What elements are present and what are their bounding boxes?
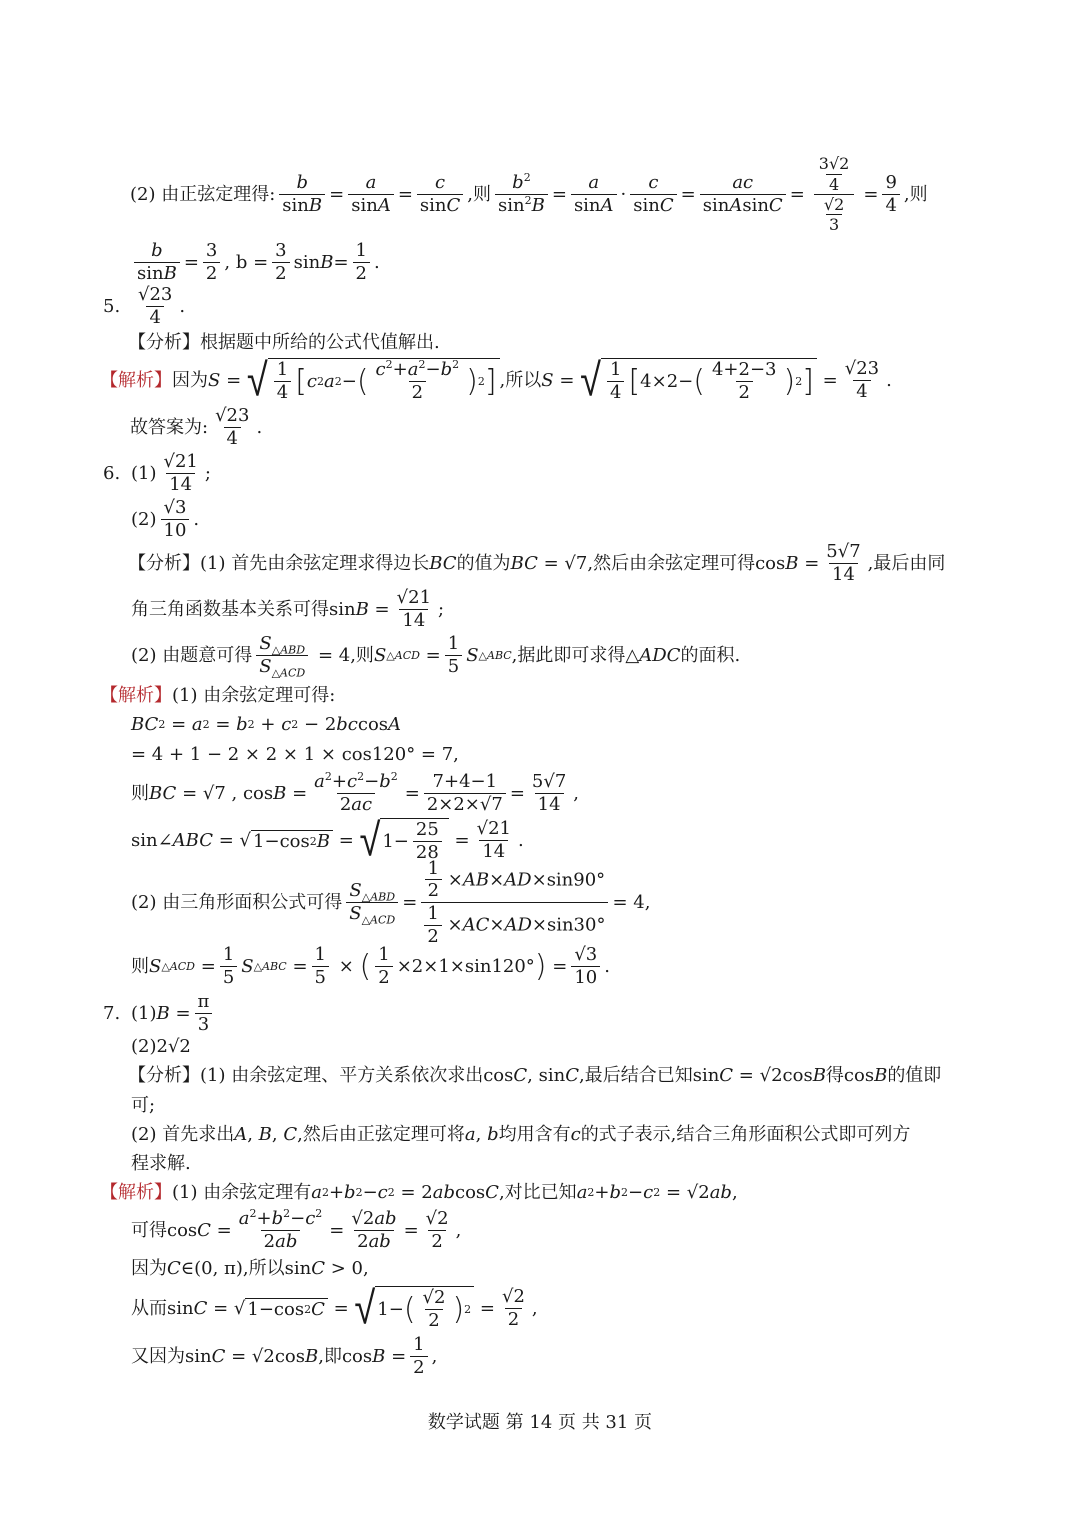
- q7-analysis-1b: ,最后结合已知: [578, 1064, 693, 1086]
- q6-analysis-1d: ,最后由同: [867, 552, 946, 574]
- q6-sol-eq-5: (2) 由三角形面积公式可得 $S_{\triangle ABD}$ $S_{\triangle ACD}$ = $\frac{1}{2}$ ×AB×AD×sin90° $\frac{1}{2}$ ×AC×AD×sin30° = 4,: [131, 857, 651, 947]
- q7-sol-eq-5: 又因为 sin C = √2cos B ,即 cos B = 1 2 ,: [131, 1334, 438, 1378]
- q5-solution-prefix: 因为: [172, 369, 208, 391]
- formula: $\frac{1}{2}$ ×AB×AD×sin90° $\frac{1}{2}$ ×AC×AD×sin30°: [421, 859, 608, 948]
- formula: √21 14: [476, 818, 511, 862]
- formula: $\frac{3√2}{4}$ $\frac{√2}{3}$: [809, 155, 860, 235]
- analysis-label: 【分析】: [128, 1064, 200, 1086]
- analysis-label: 【分析】: [128, 552, 200, 574]
- formula: 9 4: [882, 173, 899, 216]
- q6-answer-2: (2) √3 10 .: [131, 497, 200, 541]
- q7-solution-1: 【解析】 (1) 由余弦定理有 a 2 + b 2 − c 2 = 2 ab cos C ,对比已知 a 2 + b 2 − c 2 = √2 ab ,: [100, 1181, 738, 1203]
- q7-sol-2: 可得: [131, 1219, 167, 1241]
- q6-sol-eq-4: sin∠ ABC = √ 1−cos 2 B = √ 1− 25 28 = √21 14 .: [131, 813, 524, 867]
- q7-analysis-3a: (2) 首先求出: [131, 1123, 235, 1145]
- q5-analysis: [128, 330, 440, 356]
- formula: c sinC: [417, 173, 463, 216]
- q4-line-1: (2) 由正弦定理得: b sinB = a sinA = c sinC ,则 $b^2$ $\sin^2B$ = a sinA · c sinC = ac sinAsinC = $\frac{3√2}{4}$ $\frac{√2}{3}$ = 9 4 ,则: [130, 154, 928, 235]
- q7-sol-eq-4: 从而 sin C = √ 1−cos 2 C = √ 1− ( √2 2 ) 2 = √2 2 ,: [131, 1281, 538, 1335]
- q6-a2-label: (2): [131, 508, 157, 530]
- q6-number: 6.: [103, 462, 121, 484]
- q5-so: ,所以: [499, 369, 542, 391]
- formula: √21 14: [163, 451, 198, 495]
- formula: a sinA: [348, 173, 394, 216]
- formula: $S_{\triangle ABD}$ $S_{\triangle ACD}$: [256, 634, 308, 677]
- formula: √ 1 4 [ 4×2− ( 4+2−3 2 ) 2 ]: [580, 358, 817, 403]
- q4-p2-prefix: (2) 由正弦定理得:: [130, 183, 276, 205]
- q7-sol-1a: (1) 由余弦定理有: [172, 1181, 312, 1203]
- q6-sol-1: (1) 由余弦定理可得:: [172, 684, 336, 706]
- q6-sol-then2: 则: [131, 955, 149, 977]
- q7-sol-1b: ,对比已知: [498, 1181, 577, 1203]
- formula: √ 1 4 [ c 2 a 2 − ( $c^2+a^2-b^2$ 2 ) 2 ]: [247, 358, 500, 403]
- q7-analysis-1: 【分析】 (1) 由余弦定理、平方关系依次求出 cos C , sin C ,最后结合已知 sin C = √2cos B 得 cos B 的值即: [128, 1064, 942, 1086]
- q6-sol-2: (2) 由三角形面积公式可得: [131, 891, 343, 913]
- q6-analysis-3: (2) 由题意可得 $S_{\triangle ABD}$ $S_{\triangle ACD}$ = 4 ,则 S △ACD = 1 5 S △ABC ,据此即可求得 △ ADC 的面积.: [131, 633, 741, 680]
- q7-analysis-1d: 的值即: [887, 1064, 942, 1086]
- q7-sol-3a: 因为: [131, 1257, 167, 1279]
- q7-analysis-2: [131, 1093, 155, 1119]
- formula: c sinC: [630, 173, 676, 216]
- q6-analysis-3d: 的面积.: [680, 644, 741, 666]
- q6-sol-eq-3: 则 BC = √7 , cos B = $a^2+c^2-b^2$ 2ac = 7+4−1 2×2×√7 = 5√7 14 ,: [131, 770, 580, 815]
- q7-analysis-3d: 的式子表示,结合三角形面积公式即可列方: [580, 1123, 911, 1145]
- q5-final-prefix: 故答案为:: [130, 416, 209, 438]
- q5-analysis-text: 根据题中所给的公式代值解出.: [200, 331, 440, 353]
- formula: $b^2$ $\sin^2B$: [495, 173, 548, 216]
- q6-solution-1: [100, 683, 335, 709]
- formula: 1 2: [353, 241, 370, 284]
- page-footer: 数学试题 第 14 页 共 31 页: [427, 1412, 653, 1433]
- formula: √2ab 2ab: [351, 1208, 397, 1252]
- formula: $\frac{3}{2}$: [272, 241, 289, 284]
- q7-analysis-1a: (1) 由余弦定理、平方关系依次求出: [200, 1064, 484, 1086]
- q6-a1-label: (1): [131, 462, 157, 484]
- formula: 1 5: [312, 945, 329, 988]
- solution-label: 【解析】: [100, 1181, 172, 1203]
- q6-analysis-1: 【分析】 (1) 首先由余弦定理求得边长 BC 的值为 BC = √7 ,然后由余弦定理可得 cos B = 5√7 14 ,最后由同: [128, 541, 946, 585]
- formula: $a^2+b^2-c^2$ 2ab: [238, 1207, 323, 1252]
- formula: 3 2: [203, 241, 220, 284]
- q7-analysis-2: 可;: [131, 1094, 156, 1116]
- q7-answer-1: 7. (1) B = π 3: [103, 992, 216, 1036]
- q5-final: 故答案为: √23 4 .: [130, 405, 263, 449]
- formula: 7+4−1 2×2×√7: [424, 772, 506, 815]
- q7-analysis-3c: 均用含有: [498, 1123, 571, 1145]
- q6-analysis-3a: (2) 由题意可得: [131, 644, 253, 666]
- formula: 1 5: [220, 945, 237, 988]
- formula: 1 2: [410, 1335, 427, 1378]
- q6-analysis-2: 角三角函数基本关系可得 sin B = √21 14 ;: [131, 587, 445, 631]
- q6-sol-eq-6: 则 S △ACD = 1 5 S △ABC = 1 5 × ( 1 2 ×2×1×sin120° ) = √3 10 .: [131, 944, 610, 988]
- q7-sol-3b: ,所以: [242, 1257, 285, 1279]
- q6-answer-1: 6. (1) √21 14 ;: [103, 451, 211, 495]
- formula: √23 4: [844, 358, 880, 402]
- q7-answer-2: (2) 2√2: [131, 1035, 191, 1057]
- q7-a2-label: (2): [131, 1035, 157, 1057]
- q7-analysis-4: 程求解.: [131, 1152, 191, 1174]
- analysis-label: 【分析】: [128, 331, 200, 353]
- q4-then: ,则: [467, 183, 492, 205]
- q7-sol-5a: 又因为: [131, 1345, 185, 1367]
- q7-sol-eq-2: 可得 cos C = $a^2+b^2-c^2$ 2ab = √2ab 2ab = √2 2 ,: [131, 1207, 462, 1252]
- q7-analysis-3: (2) 首先求出 A , B , C ,然后由正弦定理可将 a , b 均用含有 c 的式子表示,结合三角形面积公式即可列方: [131, 1123, 911, 1145]
- q7-analysis-3b: ,然后由正弦定理可将: [297, 1123, 465, 1145]
- formula: √3 10: [161, 498, 190, 541]
- q5-answer: √23 4: [138, 284, 173, 328]
- q4-b-conclusion: , b =: [224, 251, 269, 273]
- q6-analysis-1c: ,然后由余弦定理可得: [587, 552, 756, 574]
- formula: b sinB: [279, 173, 325, 216]
- solution-label: 【解析】: [100, 684, 172, 706]
- q6-analysis-3c: ,据此即可求得: [511, 644, 626, 666]
- formula: 1 5: [445, 634, 462, 677]
- q7-sol-eq-3: 因为 C ∈(0, π) ,所以 sin C > 0,: [131, 1257, 369, 1279]
- formula: √23 4: [215, 405, 250, 449]
- formula: √3 10: [571, 945, 600, 988]
- formula: √2 2: [425, 1208, 449, 1252]
- solution-label: 【解析】: [100, 369, 172, 391]
- formula: π 3: [195, 992, 213, 1035]
- q5-solution: 【解析】 因为 S = √ 1 4 [ c 2 a 2 − ( $c^2+a^2-b^2$ 2 ) 2 ] ,所以 S = √ 1 4 [ 4×2− ( 4+2−3 2 ) 2 ] = √23 4 .: [100, 353, 892, 407]
- formula: $a^2+c^2-b^2$ 2ac: [314, 770, 398, 815]
- q4-then2: ,则: [903, 183, 928, 205]
- formula: ac sinAsinC: [700, 173, 786, 216]
- q7-a1-label: (1): [131, 1002, 157, 1024]
- q6-sol-eq-1: BC 2 = a 2 = b 2 + c 2 − 2 bc cos A: [131, 713, 402, 735]
- formula: √2 2: [501, 1286, 525, 1330]
- formula: 5√7 14: [531, 771, 567, 815]
- formula: b sinB: [134, 241, 180, 284]
- q7-number: 7.: [103, 1002, 121, 1024]
- q7-analysis-1c: 得: [825, 1064, 844, 1086]
- q7-analysis-4: [131, 1151, 191, 1177]
- q5-number: 5.: [103, 295, 121, 317]
- formula: 1 2: [375, 945, 392, 988]
- q6-analysis-1b: 的值为: [456, 552, 511, 574]
- q6-sol-then: 则: [131, 782, 149, 804]
- formula: 5√7 14: [826, 541, 861, 585]
- q6-analysis-1a: (1) 首先由余弦定理求得边长: [200, 552, 430, 574]
- formula: a sinA: [571, 173, 617, 216]
- q7-sol-4: 从而: [131, 1297, 167, 1319]
- formula: $S_{\triangle ABD}$ $S_{\triangle ACD}$: [346, 881, 398, 924]
- q5-answer-line: 5. √23 4 .: [103, 284, 186, 328]
- q6-sol-eq-2: = 4 + 1 − 2 × 2 × 1 × cos120° = 7,: [131, 743, 459, 765]
- q4-line-2: b sinB = 3 2 , b = $\frac{3}{2}$ sin B = 1 2 .: [130, 240, 380, 286]
- formula: √21 14: [396, 587, 432, 631]
- q6-analysis-3b: ,则: [350, 644, 374, 666]
- q6-analysis-2: 角三角函数基本关系可得: [131, 598, 329, 620]
- q7-sol-5b: ,即: [318, 1345, 342, 1367]
